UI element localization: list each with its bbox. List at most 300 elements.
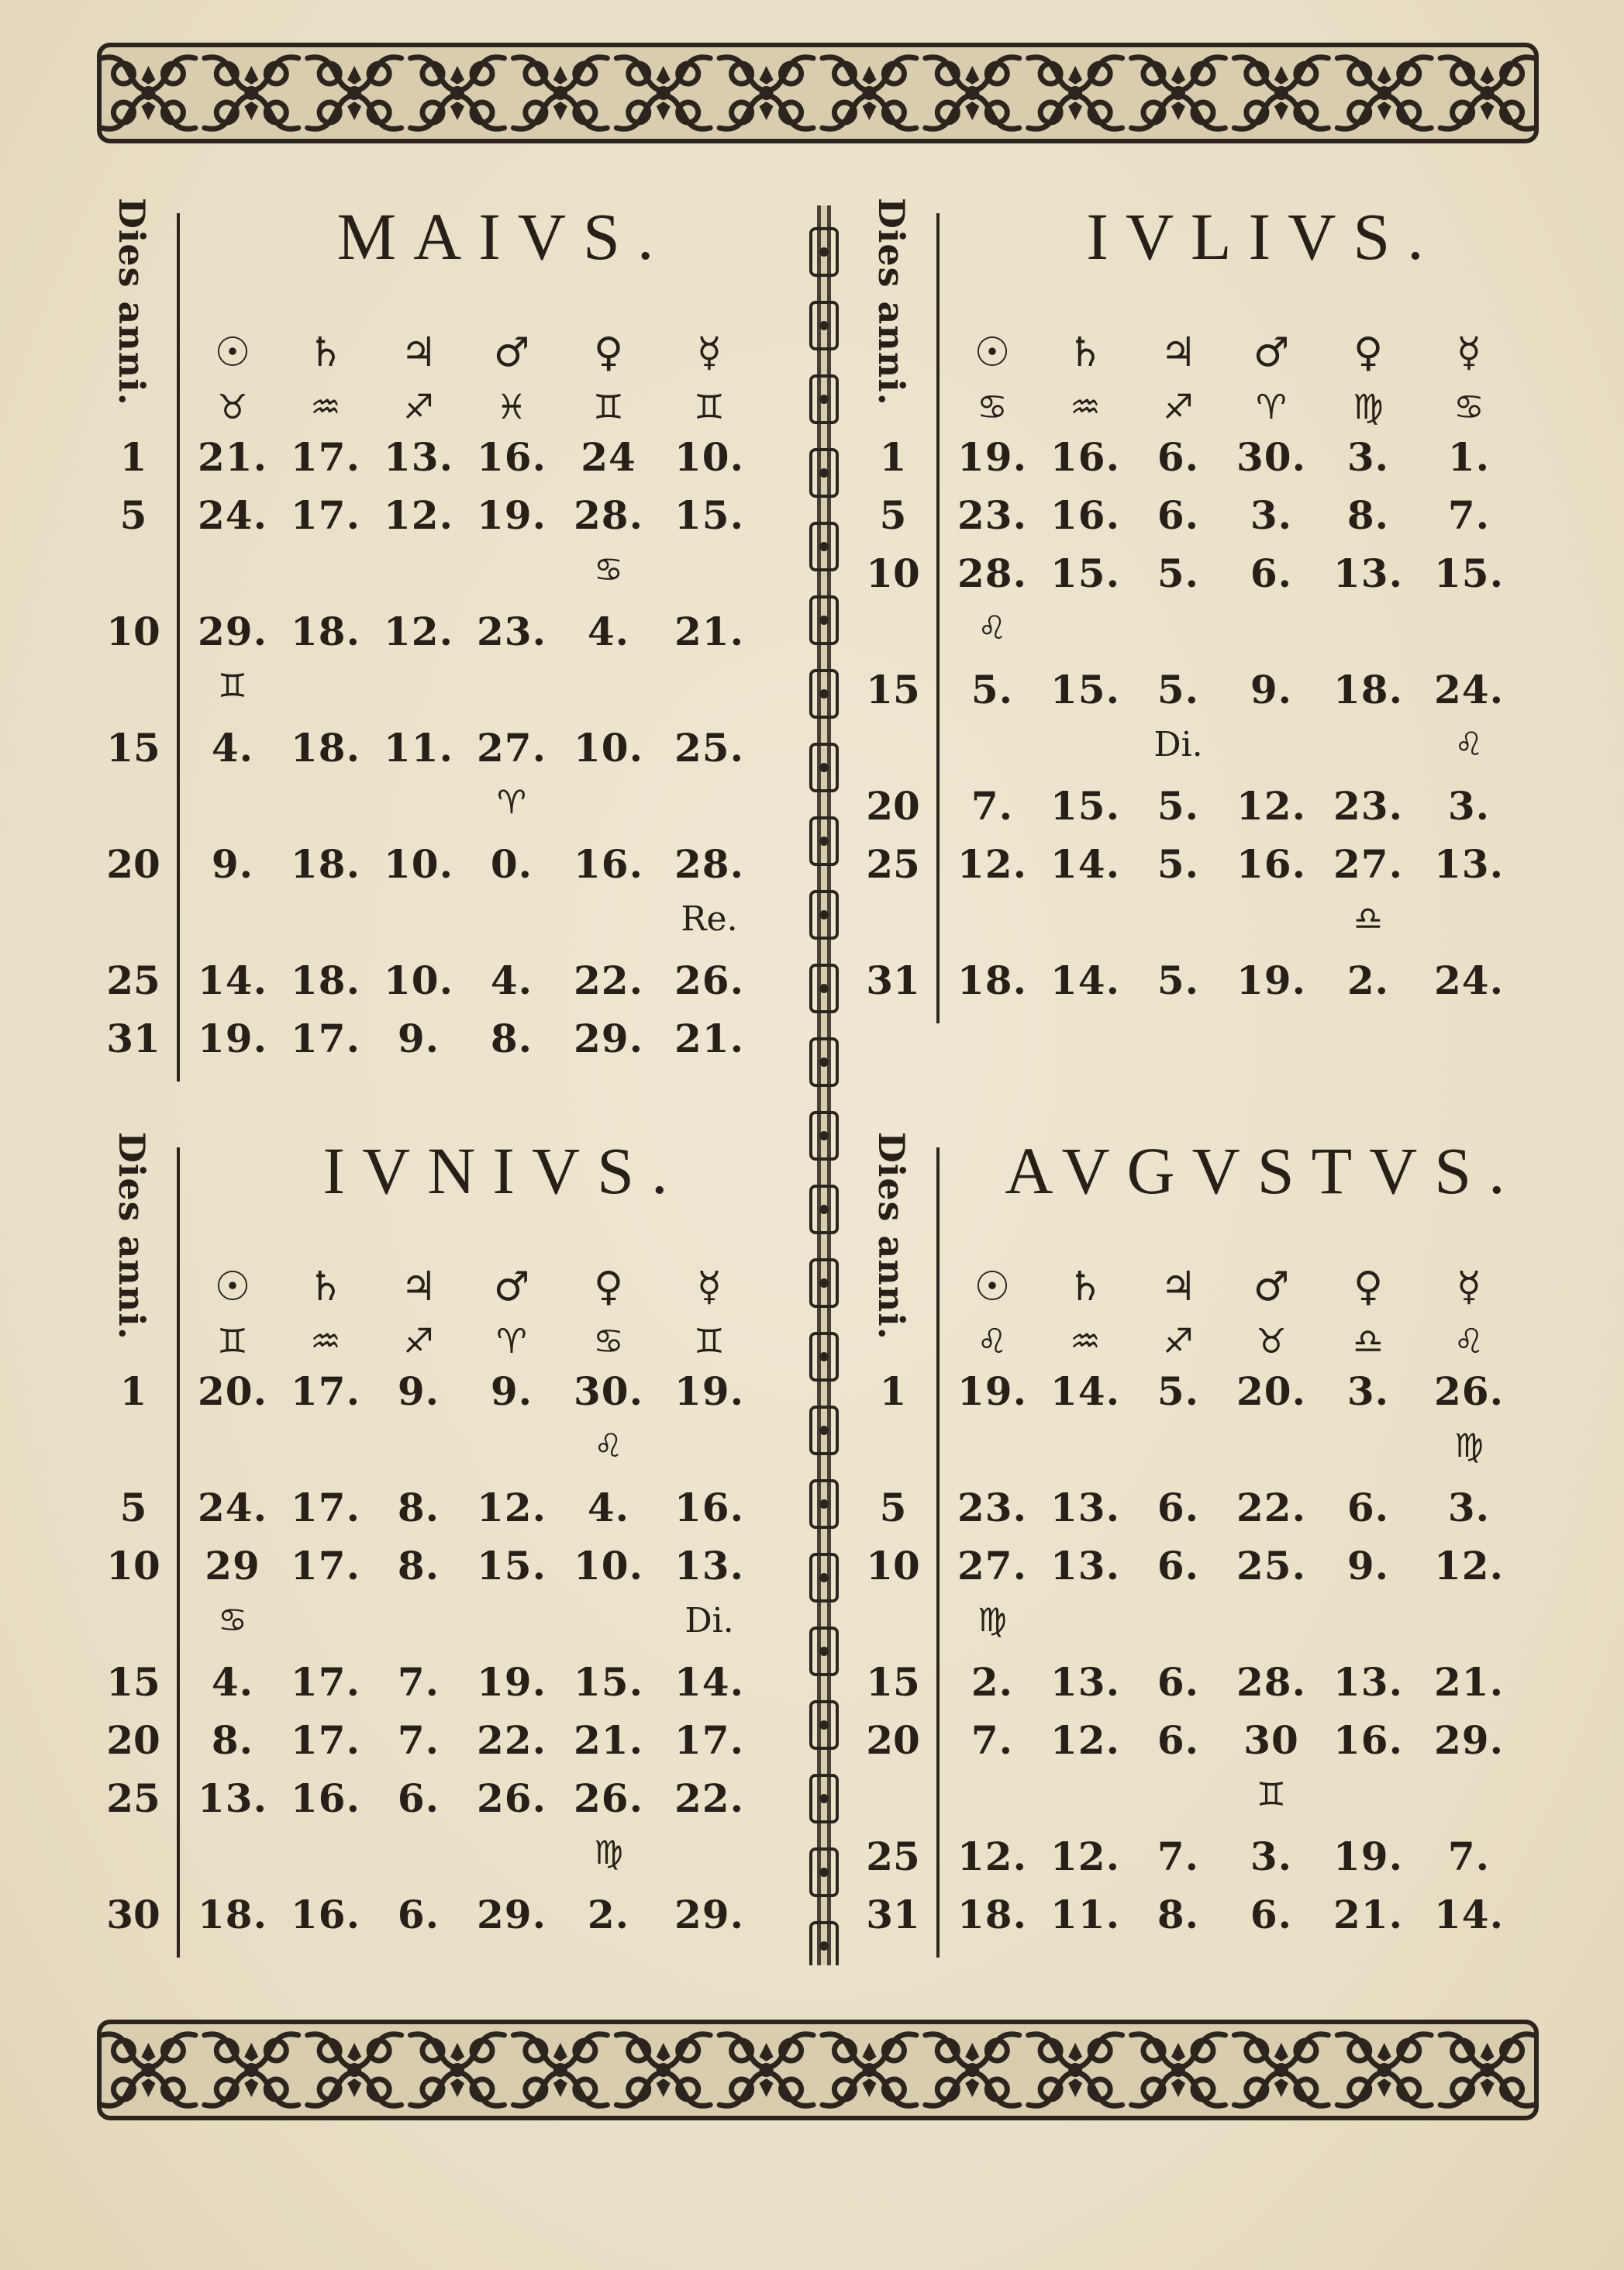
venus-icon: ♀ — [593, 329, 624, 376]
note-row — [853, 1601, 1581, 1655]
position-value: 5. — [1157, 957, 1200, 1003]
position-value: 18. — [291, 609, 360, 654]
zodiac-sign-icon: ♐ — [403, 388, 434, 427]
position-value: 28. — [674, 841, 744, 887]
position-value: 21. — [1434, 1659, 1504, 1705]
position-value: 24. — [198, 1485, 267, 1530]
day-number: 31 — [866, 957, 920, 1003]
month-block-augustus — [853, 1132, 1581, 2031]
position-value: 23. — [957, 492, 1027, 538]
month-title: AVGVSTVS. — [1005, 1133, 1522, 1208]
position-value: 15. — [674, 492, 744, 538]
position-value: 29. — [674, 1892, 744, 1937]
position-value: 17. — [291, 1368, 360, 1414]
day-number: 1 — [119, 1368, 147, 1414]
position-value: 27. — [1333, 841, 1403, 887]
position-value: 14. — [1050, 841, 1120, 887]
day-number: 15 — [866, 1659, 920, 1705]
sun-icon: ☉ — [214, 329, 251, 376]
position-value: 12. — [957, 841, 1027, 887]
note-row — [93, 550, 822, 605]
position-value: 10. — [674, 434, 744, 480]
position-value: 10. — [384, 957, 453, 1003]
position-value: 8. — [1346, 492, 1390, 538]
position-value: 5. — [1157, 841, 1200, 887]
position-value: 14. — [674, 1659, 744, 1705]
position-note: ♊ — [218, 667, 247, 705]
venus-icon: ♀ — [1353, 1264, 1384, 1310]
position-value: 4. — [587, 609, 630, 654]
position-value: 9. — [1346, 1543, 1390, 1589]
saturn-icon: ♄ — [1067, 1264, 1104, 1310]
zodiac-sign-icon: ♒ — [310, 388, 341, 427]
day-number: 25 — [866, 841, 920, 887]
position-value: 18. — [291, 957, 360, 1003]
table-row — [93, 1659, 822, 1713]
position-value: 21. — [674, 1016, 744, 1061]
note-row — [93, 1601, 822, 1655]
table-row — [93, 434, 822, 488]
position-value: 2. — [1346, 957, 1390, 1003]
position-value: 8. — [397, 1543, 440, 1589]
zodiac-sign-icon: ♌ — [977, 1322, 1008, 1361]
position-note: ♈ — [497, 783, 526, 821]
table-row — [853, 1717, 1581, 1771]
position-value: 8. — [211, 1717, 254, 1763]
zodiac-sign-icon: ♎ — [1353, 1322, 1384, 1361]
position-value: 11. — [384, 725, 453, 771]
position-value: 7. — [1157, 1834, 1200, 1879]
position-value: 13. — [1050, 1659, 1120, 1705]
position-value: 4. — [211, 1659, 254, 1705]
position-value: 4. — [587, 1485, 630, 1530]
position-value: 24. — [1434, 957, 1504, 1003]
saturn-icon: ♄ — [1067, 329, 1104, 376]
zodiac-sign-icon: ♐ — [1163, 1322, 1194, 1361]
position-value: 14. — [1434, 1892, 1504, 1937]
table-row — [93, 841, 822, 895]
month-block-maius — [93, 198, 822, 1097]
table-row — [853, 1485, 1581, 1539]
position-value: 6. — [1157, 492, 1200, 538]
note-row — [853, 609, 1581, 663]
top-ornamental-border — [97, 43, 1539, 143]
zodiac-sign-icon: ♋ — [977, 388, 1008, 427]
position-value: 13. — [1333, 1659, 1403, 1705]
position-value: 9. — [397, 1016, 440, 1061]
position-value: 7. — [397, 1717, 440, 1763]
table-row — [853, 550, 1581, 605]
position-value: 13. — [384, 434, 453, 480]
position-value: 12. — [1050, 1834, 1120, 1879]
day-number: 10 — [866, 550, 920, 596]
mercury-icon: ☿ — [1457, 329, 1481, 376]
note-row — [853, 725, 1581, 779]
position-value: 22. — [574, 957, 643, 1003]
jupiter-icon: ♃ — [400, 1264, 437, 1310]
saturn-icon: ♄ — [307, 329, 344, 376]
position-value: 12. — [1434, 1543, 1504, 1589]
position-value: 22. — [477, 1717, 547, 1763]
position-value: 19. — [1333, 1834, 1403, 1879]
sun-icon: ☉ — [974, 1264, 1011, 1310]
position-value: 12. — [1050, 1717, 1120, 1763]
month-title: IVNIVS. — [322, 1133, 685, 1208]
position-value: 14. — [1050, 957, 1120, 1003]
table-row — [853, 1892, 1581, 1946]
zodiac-sign-icon: ♊ — [694, 388, 725, 427]
position-value: 20. — [1236, 1368, 1306, 1414]
sun-icon: ☉ — [214, 1264, 251, 1310]
jupiter-icon: ♃ — [1160, 1264, 1197, 1310]
position-value: 7. — [971, 783, 1014, 829]
position-value: 17. — [291, 434, 360, 480]
day-number: 5 — [119, 1485, 147, 1530]
position-note: ♎ — [1353, 899, 1383, 937]
zodiac-sign-icon: ♊ — [593, 388, 624, 427]
table-row — [93, 957, 822, 1012]
venus-icon: ♀ — [593, 1264, 624, 1310]
position-value: 12. — [384, 609, 453, 654]
day-number: 20 — [866, 1717, 920, 1763]
position-value: 17. — [291, 492, 360, 538]
position-value: 19. — [477, 1659, 547, 1705]
venus-icon: ♀ — [1353, 329, 1384, 376]
zodiac-sign-icon: ♓ — [496, 388, 527, 427]
position-value: 13. — [674, 1543, 744, 1589]
day-number: 5 — [879, 1485, 907, 1530]
position-value: 25. — [674, 725, 744, 771]
position-value: 3. — [1346, 434, 1390, 480]
position-note: ♊ — [1257, 1775, 1286, 1813]
position-value: 26. — [477, 1775, 547, 1821]
position-value: 21. — [674, 609, 744, 654]
table-row — [93, 1717, 822, 1771]
position-value: 24. — [1434, 667, 1504, 712]
position-value: 5. — [971, 667, 1014, 712]
position-value: 3. — [1447, 783, 1491, 829]
position-value: 24 — [581, 434, 636, 480]
jupiter-icon: ♃ — [1160, 329, 1197, 376]
position-value: 20. — [198, 1368, 267, 1414]
position-value: 19. — [674, 1368, 744, 1414]
mars-icon: ♂ — [1253, 1264, 1290, 1310]
note-row — [853, 899, 1581, 954]
zodiac-sign-icon: ♒ — [310, 1322, 341, 1361]
position-value: 19. — [1236, 957, 1306, 1003]
day-number: 31 — [866, 1892, 920, 1937]
position-value: 15. — [1050, 783, 1120, 829]
position-value: 1. — [1447, 434, 1491, 480]
position-value: 6. — [1250, 550, 1293, 596]
zodiac-sign-icon: ♋ — [1453, 388, 1484, 427]
position-value: 14. — [198, 957, 267, 1003]
table-row — [853, 783, 1581, 837]
zodiac-sign-icon: ♊ — [217, 1322, 248, 1361]
position-value: 12. — [384, 492, 453, 538]
position-value: 15. — [1050, 667, 1120, 712]
day-number: 10 — [866, 1543, 920, 1589]
day-number: 15 — [866, 667, 920, 712]
position-note: ♌ — [1454, 725, 1484, 763]
position-value: 17. — [291, 1485, 360, 1530]
note-row — [93, 667, 822, 721]
position-value: 27. — [477, 725, 547, 771]
zodiac-sign-icon: ♈ — [1256, 388, 1287, 427]
position-note: Di. — [684, 1601, 734, 1640]
position-value: 6. — [1346, 1485, 1390, 1530]
position-value: 9. — [211, 841, 254, 887]
position-value: 23. — [1333, 783, 1403, 829]
mercury-icon: ☿ — [1457, 1264, 1481, 1310]
day-number: 20 — [866, 783, 920, 829]
zodiac-sign-icon: ♒ — [1070, 1322, 1101, 1361]
position-value: 6. — [1157, 1485, 1200, 1530]
zodiac-sign-icon: ♐ — [1163, 388, 1194, 427]
position-value: 29 — [205, 1543, 260, 1589]
day-number: 5 — [879, 492, 907, 538]
position-value: 18. — [291, 725, 360, 771]
table-row — [93, 1775, 822, 1830]
position-value: 18. — [957, 957, 1027, 1003]
day-number: 1 — [879, 1368, 907, 1414]
position-note: Di. — [1153, 725, 1203, 764]
position-value: 0. — [490, 841, 533, 887]
position-value: 18. — [291, 841, 360, 887]
position-value: 21. — [574, 1717, 643, 1763]
position-value: 21. — [1333, 1892, 1403, 1937]
position-value: 14. — [1050, 1368, 1120, 1414]
position-value: 5. — [1157, 667, 1200, 712]
table-row — [853, 434, 1581, 488]
position-value: 29. — [1434, 1717, 1504, 1763]
position-value: 18. — [1333, 667, 1403, 712]
position-value: 8. — [1157, 1892, 1200, 1937]
month-block-iulius — [853, 198, 1581, 1097]
position-value: 6. — [1157, 434, 1200, 480]
note-row — [93, 1427, 822, 1481]
position-value: 6. — [1250, 1892, 1293, 1937]
position-value: 16. — [674, 1485, 744, 1530]
position-value: 13. — [1434, 841, 1504, 887]
note-row — [93, 783, 822, 837]
position-value: 19. — [477, 492, 547, 538]
table-row — [93, 492, 822, 547]
position-value: 6. — [1157, 1659, 1200, 1705]
day-number: 15 — [106, 1659, 160, 1705]
position-value: 5. — [1157, 1368, 1200, 1414]
position-value: 13. — [1050, 1543, 1120, 1589]
position-value: 9. — [1250, 667, 1293, 712]
position-value: 16. — [1050, 434, 1120, 480]
position-value: 6. — [397, 1892, 440, 1937]
position-value: 13. — [198, 1775, 267, 1821]
position-value: 16. — [1236, 841, 1306, 887]
position-note: ♋ — [594, 550, 623, 588]
position-value: 26. — [574, 1775, 643, 1821]
position-note: ♍ — [594, 1834, 623, 1872]
day-number: 31 — [106, 1016, 160, 1061]
position-value: 11. — [1050, 1892, 1120, 1937]
day-number: 25 — [106, 1775, 160, 1821]
table-row — [853, 1834, 1581, 1888]
position-value: 28. — [574, 492, 643, 538]
saturn-icon: ♄ — [307, 1264, 344, 1310]
position-value: 26. — [674, 957, 744, 1003]
day-number: 10 — [106, 609, 160, 654]
sun-icon: ☉ — [974, 329, 1011, 376]
table-row — [93, 1485, 822, 1539]
zodiac-sign-icon: ♌ — [1453, 1322, 1484, 1361]
position-value: 16. — [291, 1892, 360, 1937]
table-row — [93, 1892, 822, 1946]
table-row — [93, 725, 822, 779]
position-value: 25. — [1236, 1543, 1306, 1589]
position-value: 21. — [198, 434, 267, 480]
position-value: 3. — [1250, 1834, 1293, 1879]
table-row — [853, 1368, 1581, 1423]
position-value: 18. — [957, 1892, 1027, 1937]
position-value: 26. — [1434, 1368, 1504, 1414]
jupiter-icon: ♃ — [400, 329, 437, 376]
position-value: 17. — [674, 1717, 744, 1763]
position-value: 30. — [1236, 434, 1306, 480]
position-value: 15. — [1050, 550, 1120, 596]
mars-icon: ♂ — [493, 329, 530, 376]
position-value: 27. — [957, 1543, 1027, 1589]
position-value: 23. — [477, 609, 547, 654]
zodiac-sign-icon: ♉ — [1256, 1322, 1287, 1361]
position-value: 22. — [674, 1775, 744, 1821]
position-note: Re. — [681, 899, 738, 939]
day-number: 30 — [106, 1892, 160, 1937]
day-number: 5 — [119, 492, 147, 538]
position-value: 10. — [574, 725, 643, 771]
position-value: 19. — [198, 1016, 267, 1061]
position-value: 5. — [1157, 550, 1200, 596]
day-number: 1 — [879, 434, 907, 480]
month-title: IVLIVS. — [1086, 199, 1441, 274]
position-value: 17. — [291, 1016, 360, 1061]
position-value: 17. — [291, 1659, 360, 1705]
note-row — [93, 899, 822, 954]
position-value: 17. — [291, 1543, 360, 1589]
position-value: 7. — [1447, 492, 1491, 538]
position-value: 15. — [477, 1543, 547, 1589]
position-value: 22. — [1236, 1485, 1306, 1530]
dies-anni-label: Dies anni. — [111, 1132, 153, 1340]
position-value: 12. — [1236, 783, 1306, 829]
position-value: 15. — [574, 1659, 643, 1705]
position-value: 15. — [1434, 550, 1504, 596]
position-value: 13. — [1050, 1485, 1120, 1530]
table-row — [853, 1659, 1581, 1713]
dies-anni-label: Dies anni. — [871, 198, 912, 406]
dies-anni-label: Dies anni. — [111, 198, 153, 406]
position-value: 16. — [1050, 492, 1120, 538]
position-value: 28. — [1236, 1659, 1306, 1705]
bottom-ornamental-border — [97, 2020, 1539, 2120]
zodiac-sign-icon: ♒ — [1070, 388, 1101, 427]
table-row — [853, 1543, 1581, 1597]
position-value: 6. — [1157, 1543, 1200, 1589]
position-value: 7. — [971, 1717, 1014, 1763]
position-value: 19. — [957, 1368, 1027, 1414]
zodiac-sign-icon: ♉ — [217, 388, 248, 427]
zodiac-sign-icon: ♍ — [1353, 388, 1384, 427]
position-value: 7. — [397, 1659, 440, 1705]
position-value: 3. — [1346, 1368, 1390, 1414]
position-value: 4. — [490, 957, 533, 1003]
position-value: 9. — [490, 1368, 533, 1414]
day-number: 10 — [106, 1543, 160, 1589]
day-number: 25 — [866, 1834, 920, 1879]
table-row — [853, 957, 1581, 1012]
table-row — [853, 667, 1581, 721]
note-row — [853, 1427, 1581, 1481]
dies-anni-label: Dies anni. — [871, 1132, 912, 1340]
position-value: 9. — [397, 1368, 440, 1414]
day-number: 15 — [106, 725, 160, 771]
position-note: ♍ — [1454, 1427, 1484, 1464]
note-row — [853, 1775, 1581, 1830]
zodiac-sign-icon: ♊ — [694, 1322, 725, 1361]
position-value: 16. — [1333, 1717, 1403, 1763]
position-value: 30. — [574, 1368, 643, 1414]
mercury-icon: ☿ — [697, 329, 722, 376]
position-value: 18. — [198, 1892, 267, 1937]
table-row — [93, 1368, 822, 1423]
position-value: 13. — [1333, 550, 1403, 596]
day-number: 20 — [106, 1717, 160, 1763]
position-value: 2. — [971, 1659, 1014, 1705]
table-row — [93, 1543, 822, 1597]
mars-icon: ♂ — [1253, 329, 1290, 376]
position-value: 3. — [1447, 1485, 1491, 1530]
day-number: 25 — [106, 957, 160, 1003]
position-value: 12. — [957, 1834, 1027, 1879]
position-value: 8. — [490, 1016, 533, 1061]
position-value: 16. — [291, 1775, 360, 1821]
position-value: 19. — [957, 434, 1027, 480]
position-value: 29. — [574, 1016, 643, 1061]
position-value: 6. — [397, 1775, 440, 1821]
table-row — [93, 1016, 822, 1070]
position-value: 23. — [957, 1485, 1027, 1530]
position-value: 12. — [477, 1485, 547, 1530]
table-row — [853, 841, 1581, 895]
position-value: 5. — [1157, 783, 1200, 829]
table-row — [93, 609, 822, 663]
position-value: 4. — [211, 725, 254, 771]
position-note: ♌ — [978, 609, 1007, 647]
zodiac-sign-icon: ♈ — [496, 1322, 527, 1361]
month-block-iunius — [93, 1132, 822, 2031]
mars-icon: ♂ — [493, 1264, 530, 1310]
position-value: 2. — [587, 1892, 630, 1937]
zodiac-sign-icon: ♋ — [593, 1322, 624, 1361]
position-value: 10. — [574, 1543, 643, 1589]
mercury-icon: ☿ — [697, 1264, 722, 1310]
note-row — [93, 1834, 822, 1888]
position-value: 24. — [198, 492, 267, 538]
position-value: 8. — [397, 1485, 440, 1530]
day-number: 20 — [106, 841, 160, 887]
position-note: ♌ — [594, 1427, 623, 1464]
position-value: 6. — [1157, 1717, 1200, 1763]
month-title: MAIVS. — [336, 199, 671, 274]
position-value: 30 — [1243, 1717, 1299, 1763]
